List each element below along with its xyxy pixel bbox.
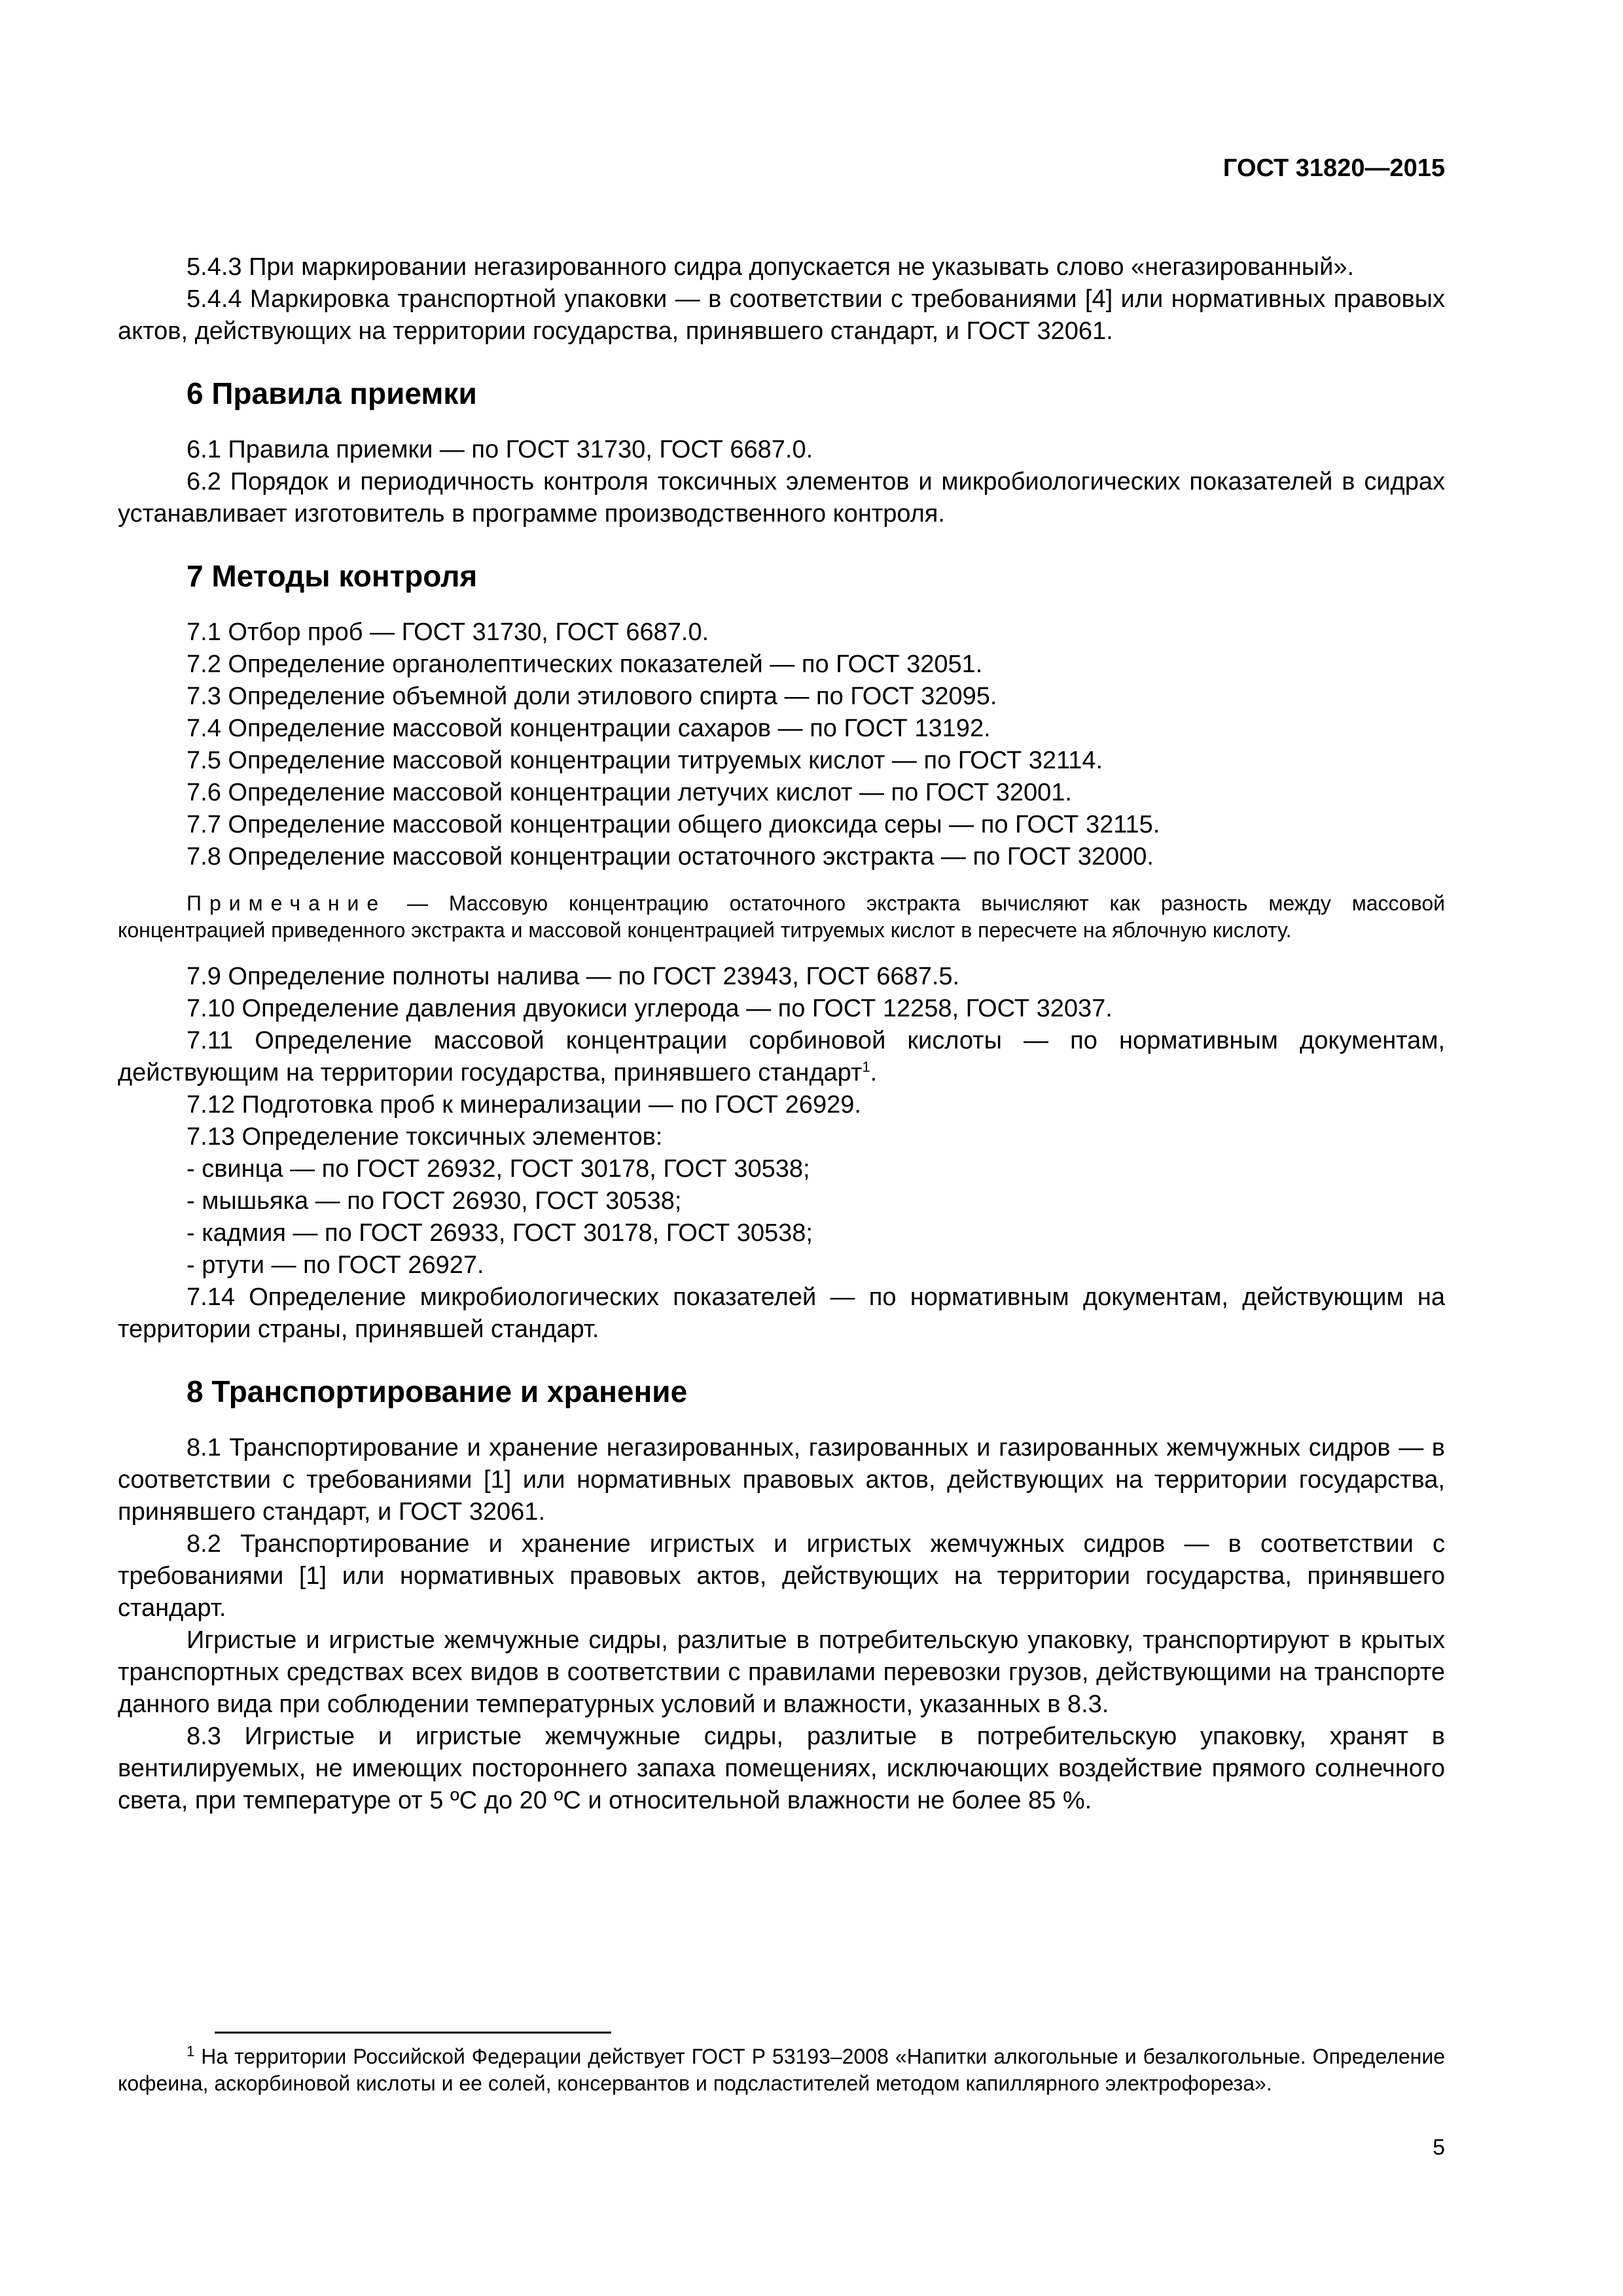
section-7-title: 7 Методы контроля [187, 559, 478, 593]
list-item-arsenic: - мышьяка — по ГОСТ 26930, ГОСТ 30538; [187, 1187, 682, 1215]
paragraph-7-2: 7.2 Определение органолептических показателей — по ГОСТ 32051. [187, 651, 983, 678]
paragraph-5-4-4: 5.4.4 Маркировка транспортной упаковки — в соответствии с требованиями [4] или нормативных правовых актов, действующих на территории государства, принявшего стандарт, и ГОСТ 32061. [118, 285, 1445, 345]
note-block [118, 890, 1445, 944]
paragraph-7-10: 7.10 Определение давления двуокиси углерода — по ГОСТ 12258, ГОСТ 32037. [187, 995, 1113, 1022]
list-item-cadmium: - кадмия — по ГОСТ 26933, ГОСТ 30178, ГОСТ 30538; [187, 1219, 813, 1247]
paragraph-8-1: 8.1 Транспортирование и хранение негазированных, газированных и газированных жемчужных сидров — в соответствии с требованиями [1] или нормативных правовых актов, действующих на территории государства, принявшего стандарт, и ГОСТ 32061. [118, 1434, 1445, 1526]
paragraph-7-3: 7.3 Определение объемной доли этилового спирта — по ГОСТ 32095. [187, 683, 997, 710]
paragraph-7-4: 7.4 Определение массовой концентрации сахаров — по ГОСТ 13192. [187, 715, 991, 742]
paragraph-7-11-text: 7.11 Определение массовой концентрации сорбиновой кислоты — по нормативным документам, действующим на территории государства, принявшего стандарт [118, 1027, 1445, 1086]
footnote-marker: 1 [187, 2043, 195, 2060]
paragraph-6-2: 6.2 Порядок и периодичность контроля токсичных элементов и микробиологических показателей в сидрах устанавливает изготовитель в программе производственного контроля. [118, 468, 1445, 528]
list-item-mercury: - ртути — по ГОСТ 26927. [187, 1251, 484, 1279]
list-item-lead: - свинца — по ГОСТ 26932, ГОСТ 30178, ГОСТ 30538; [187, 1155, 810, 1183]
paragraph-7-12: 7.12 Подготовка проб к минерализации — по ГОСТ 26929. [187, 1091, 861, 1119]
footnote [118, 2043, 1445, 2097]
paragraph-7-1: 7.1 Отбор проб — ГОСТ 31730, ГОСТ 6687.0. [187, 619, 709, 646]
footnote-text: На территории Российской Федерации действует ГОСТ Р 53193–2008 «Напитки алкогольные и безалкогольные. Определение кофеина, аскорбиновой кислоты и ее солей, консервантов и подсластителей методом капиллярного электрофореза». [118, 2045, 1445, 2095]
paragraph-7-9: 7.9 Определение полноты налива — по ГОСТ 23943, ГОСТ 6687.5. [187, 963, 960, 990]
page-number: 5 [1433, 2135, 1445, 2160]
footnote-divider [215, 2032, 611, 2034]
paragraph-7-14: 7.14 Определение микробиологических показателей — по нормативным документам, действующим на территории страны, принявшей стандарт. [118, 1283, 1445, 1343]
paragraph-8-2-cont: Игристые и игристые жемчужные сидры, разлитые в потребительскую упаковку, транспортируют в крытых транспортных средствах всех видов в соответствии с правилами перевозки грузов, действующими на транспорте данного вида при соблюдении температурных условий и влажности, указанных в 8.3. [118, 1626, 1445, 1718]
document-page [118, 0, 1445, 2296]
section-6-title: 6 Правила приемки [187, 376, 477, 410]
paragraph-8-3: 8.3 Игристые и игристые жемчужные сидры, разлитые в потребительскую упаковку, хранят в вентилируемых, не имеющих постороннего запаха помещениях, исключающих воздействие прямого солнечного света, при температуре от 5 ºС до 20 ºС и относительной влажности не более 85 %. [118, 1723, 1445, 1814]
section-8-title: 8 Транспортирование и хранение [187, 1374, 688, 1408]
note-text: — Массовую концентрацию остаточного экстракта вычисляют как разность между массовой концентрацией приведенного экстракта и массовой концентрацией титруемых кислот в пересчете на яблочную кислоту. [118, 891, 1445, 942]
paragraph-7-11-end: . [870, 1059, 878, 1086]
document-header: ГОСТ 31820—2015 [1222, 154, 1445, 182]
paragraph-5-4-3: 5.4.3 При маркировании негазированного сидра допускается не указывать слово «негазированный». [187, 253, 1355, 281]
paragraph-7-8: 7.8 Определение массовой концентрации остаточного экстракта — по ГОСТ 32000. [187, 843, 1154, 870]
paragraph-6-1: 6.1 Правила приемки — по ГОСТ 31730, ГОСТ 6687.0. [187, 436, 813, 463]
note-label: Примечание [187, 891, 387, 915]
footnote-ref[interactable]: 1 [862, 1058, 870, 1075]
paragraph-7-5: 7.5 Определение массовой концентрации титруемых кислот — по ГОСТ 32114. [187, 747, 1103, 774]
paragraph-7-6: 7.6 Определение массовой концентрации летучих кислот — по ГОСТ 32001. [187, 779, 1072, 806]
paragraph-8-2: 8.2 Транспортирование и хранение игристых и игристых жемчужных сидров — в соответствии с требованиями [1] или нормативных правовых актов, действующих на территории государства, принявшего стандарт. [118, 1530, 1445, 1622]
document-body [118, 251, 1445, 1817]
paragraph-7-13: 7.13 Определение токсичных элементов: [187, 1123, 663, 1151]
paragraph-7-11 [118, 1025, 1445, 1089]
paragraph-7-7: 7.7 Определение массовой концентрации общего диоксида серы — по ГОСТ 32115. [187, 811, 1160, 838]
